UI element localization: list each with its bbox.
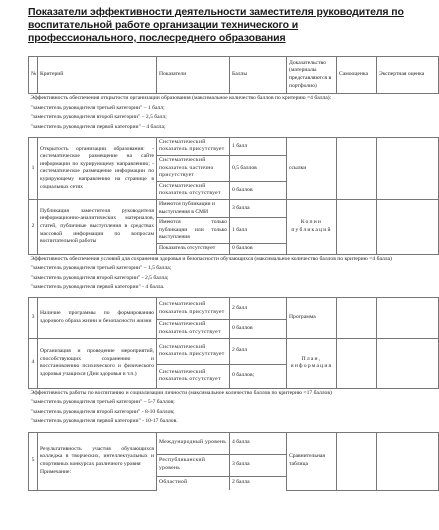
header-points: Баллы [230, 57, 287, 94]
indicator-cell: Систематический показатель частично присутствует [157, 156, 230, 182]
section-category: "заместитель руководителя первой категории" - 4 балла. [30, 284, 165, 291]
self-assessment-cell [337, 338, 377, 388]
table-row [29, 137, 439, 155]
indicator-cell: Систематический показатель отсутствует [157, 320, 230, 338]
criterion-note: Примечание: [40, 468, 72, 475]
table-row [29, 432, 439, 454]
row-number: 3 [29, 298, 38, 338]
evidence-cell: План, информация [287, 338, 337, 388]
indicator-cell: Систематический показатель присутствует [157, 137, 230, 155]
points-cell: 2 балл [230, 298, 287, 320]
evidence-cell: Копии публикаций [287, 200, 337, 255]
indicator-cell: Показатель отсутствует [157, 244, 230, 255]
points-cell: 0,5 баллов [230, 156, 287, 182]
expert-assessment-cell [377, 432, 439, 490]
indicator-cell: Систематический показатель присутствует [157, 338, 230, 364]
section-category: "заместитель руководителя второй категории" - 8-10 баллов; [30, 408, 175, 415]
section-category: "заместитель руководителя третьей категории" – 1,5 балла; [30, 265, 172, 272]
points-cell: 2 балл [230, 338, 287, 364]
indicator-cell: Имеются только публикации или только выступления [157, 218, 230, 244]
points-cell: 0 баллов [230, 244, 287, 255]
self-assessment-cell [337, 137, 377, 199]
indicator-cell: Республиканский уровень [157, 454, 230, 476]
row-number: 4 [29, 338, 38, 388]
table-header-row [29, 57, 439, 94]
section-category: "заместитель руководителя первой категории" - 10-17 баллов. [30, 418, 178, 425]
expert-assessment-cell [377, 200, 439, 255]
section-heading: Эффективность обеспечения условий для сохранения здоровья и безопасности обучающихся (максимальное количество баллов по критерию =4 балла) [29, 254, 439, 264]
criterion-cell: Наличие программы по формированию здорового образа жизни и безопасности жизни [38, 298, 157, 338]
criterion-cell [38, 432, 157, 490]
row-number: 2 [29, 200, 38, 255]
evidence-cell: ссылки [287, 137, 337, 199]
expert-assessment-cell [377, 137, 439, 199]
indicator-cell: Областной [157, 476, 230, 490]
section-category: "заместитель руководителя третьей категории" – 5-7 баллов; [30, 399, 175, 406]
table-row [29, 200, 439, 218]
indicator-cell: Систематический показатель отсутствует [157, 364, 230, 388]
indicators-table [28, 56, 439, 491]
criterion-cell: Публикация заместителя руководителя информационно-аналитических материалов, статей, публичные выступления в средствах массовой информации по вопросам воспитательной работы [38, 200, 157, 255]
points-cell: 1 балл [230, 218, 287, 244]
section-category: "заместитель руководителя третьей категории" – 1 балл; [30, 104, 165, 111]
indicator-cell: Систематический показатель отсутствует [157, 181, 230, 199]
points-cell: 3 балла [230, 454, 287, 476]
points-cell: 0 баллов [230, 320, 287, 338]
table-row [29, 338, 439, 364]
header-criterion: Критерий [38, 57, 157, 94]
row-number: 5 [29, 432, 38, 490]
self-assessment-cell [337, 298, 377, 338]
row-number: 1 [29, 137, 38, 199]
expert-assessment-cell [377, 298, 439, 338]
criterion-cell: Открытость организации образования: - систематическое размещение на сайте информации по курирующему направлению; - систематическое размещение информации по курирующему направлению на странице в социальных сетях [38, 137, 157, 199]
self-assessment-cell [337, 200, 377, 255]
points-cell: 0 баллов; [230, 364, 287, 388]
section-category: "заместитель руководителя второй категории" – 2,5 балл; [30, 114, 167, 121]
table-row [29, 298, 439, 320]
section-heading: Эффективность обеспечения открытости организации образования (максимальное количество баллов по критерию =4 балла): [29, 94, 439, 104]
points-cell: 1 балл [230, 137, 287, 155]
header-self-assessment: Самооценка [337, 57, 377, 94]
expert-assessment-cell [377, 338, 439, 388]
criterion-text: Результативность участия обучающихся колледжа в творческих, интеллектуальных и спортивных конкурсах различного уровня [40, 445, 154, 468]
self-assessment-cell [337, 432, 377, 490]
indicator-cell: Имеются публикации и выступления в СМИ [157, 200, 230, 218]
section-category: "заместитель руководителя второй категории" - 2,5 балла; [30, 274, 169, 281]
criterion-cell: Организация и проведение мероприятий, способствующих сохранению и восстановлению психического и физического здоровья учащихся (Дни здоровья и т.п.) [38, 338, 157, 388]
indicator-cell: Международный уровень [157, 432, 230, 454]
page-title: Показатели эффективности деятельности заместителя руководителя по воспитательной работе организации технического и профессионального, послесреднего образования [28, 6, 404, 44]
header-no: № [29, 57, 38, 94]
points-cell: 0 баллов [230, 181, 287, 199]
header-expert-assessment: Экспертная оценка [377, 57, 439, 94]
points-cell: 3 балла [230, 200, 287, 218]
section-category: "заместитель руководителя первой категории" – 4 балла; [30, 123, 166, 130]
header-indicators: Показатели [157, 57, 230, 94]
evidence-cell: Сравнительная таблица [287, 432, 337, 490]
evidence-cell: Программа [287, 298, 337, 338]
section-heading: Эффективность работы по воспитанию и социализации личности (максимальное количество баллов по критерию =17 баллов) [29, 388, 439, 398]
header-docs: Доказательство (материалы представляются в портфолио) [287, 57, 337, 94]
points-cell: 2 балла [230, 476, 287, 490]
indicator-cell: Систематический показатель присутствует [157, 298, 230, 320]
points-cell: 4 балла [230, 432, 287, 454]
